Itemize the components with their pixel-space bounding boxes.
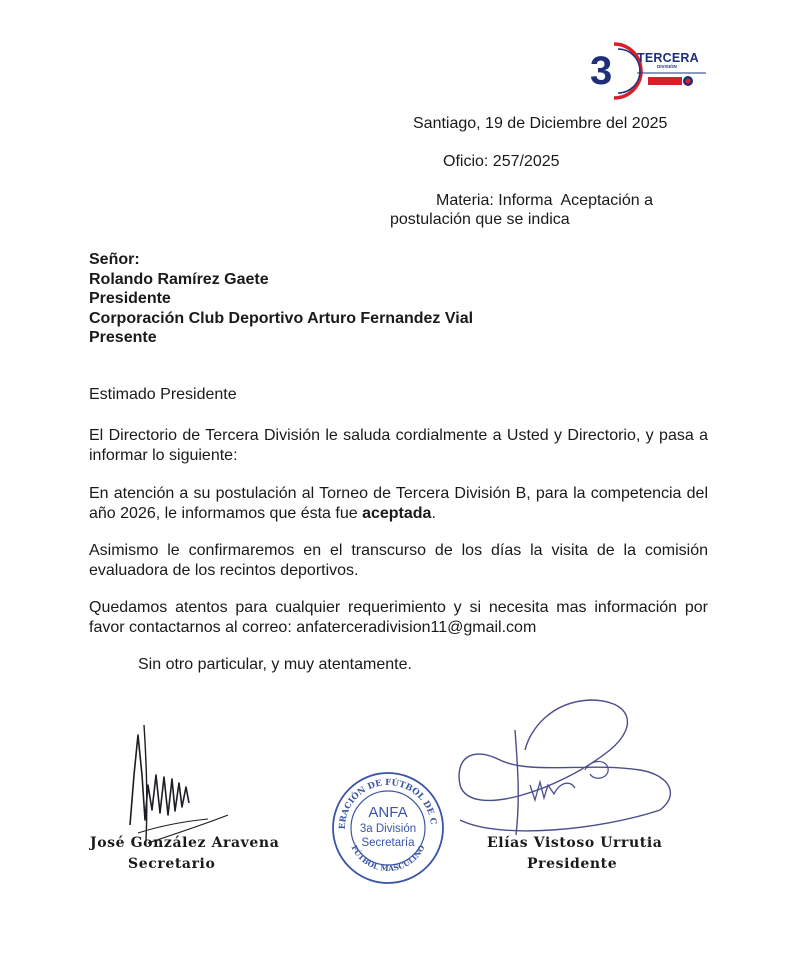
addressee-closing: Presente [89,329,157,346]
paragraph-2 [89,484,708,524]
paragraph-2-text: En atención a su postulación al Torneo de Tercera División B, para la competencia del año 2026, le informamos que ésta fue [89,485,708,522]
addressee-block [89,250,473,348]
logo-subword: DIVISIÓN [657,64,677,69]
date-line: Santiago, 19 de Diciembre del 2025 [413,115,668,132]
president-signature [440,690,680,840]
materia-line-2: postulación que se indica [390,211,570,228]
stamp-title: ANFA [368,804,408,821]
paragraph-3: Asimismo le confirmaremos en el transcurso de los días la visita de la comisión evaluadora de los recintos deportivos. [89,542,708,579]
secretary-title: Secretario [128,856,216,872]
secretary-name: José González Aravena [90,835,280,851]
secretary-signature [108,715,238,855]
closing-line: Sin otro particular, y muy atentamente. [138,656,412,673]
paragraph-4: Quedamos atentos para cualquier requerimiento y si necesita mas información por favor contactarnos al correo: anfaterceradivision11@gmail.com [89,599,708,636]
stamp-line-1: 3a División [359,823,417,835]
paragraph-2-end: . [431,505,436,522]
president-title: Presidente [527,856,618,872]
oficio-number: Oficio: 257/2025 [443,153,560,170]
materia-line-1: Materia: Informa Aceptación a [436,192,653,209]
president-name: Elías Vistoso Urrutia [487,835,663,851]
addressee-salutation: Señor: [89,251,140,268]
greeting: Estimado Presidente [89,386,237,403]
tercera-division-logo [588,40,712,104]
addressee-organization: Corporación Club Deportivo Arturo Fernandez Vial [89,309,474,327]
addressee-role: Presidente [89,290,171,307]
logo-number: 3 [590,49,613,93]
stamp-line-2: Secretaría [361,837,415,849]
stamp-ring-bottom: FÚTBOL MASCULINO [349,843,427,874]
stamp-ring-top: FEDERACIÓN DE FÚTBOL DE CHILE [326,764,438,830]
paragraph-1: El Directorio de Tercera División le saluda cordialmente a Usted y Directorio, y pasa a informar lo siguiente: [89,427,708,464]
logo-word: TERCERA [637,51,699,65]
addressee-name: Rolando Ramírez Gaete [89,270,269,288]
accepted-word: aceptada [362,505,432,522]
